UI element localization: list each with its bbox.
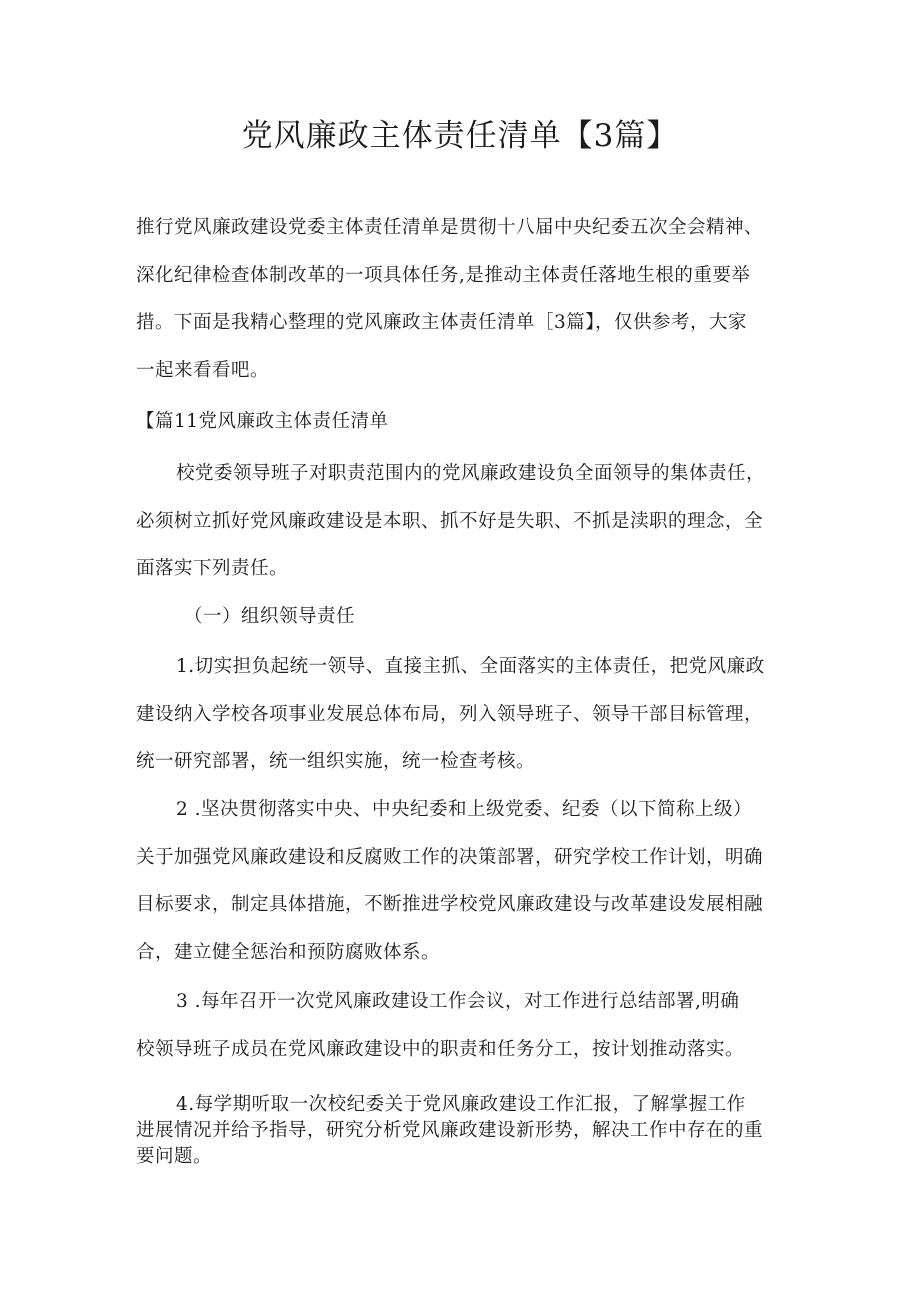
item-2-line: 合，建立健全惩治和预防腐败体系。 (136, 941, 441, 963)
section-line: 面落实下列责任。 (136, 558, 289, 579)
intro-line: 一起来看看吧。 (136, 359, 270, 381)
item-2-line: 目标要求，制定具体措施，不断推进学校党风廉政建设与改革建设发展相融 (136, 894, 764, 915)
item-3 (136, 978, 796, 1073)
sub-heading (136, 593, 796, 641)
item-4-line: 要问题。 (136, 1146, 213, 1167)
intro-paragraph (136, 204, 796, 394)
section-line: 必须树立抓好党风廉政建设是本职、抓不好是失职、不抓是渎职的理念，全 (136, 510, 764, 532)
item-1-line: 建设纳入学校各项事业发展总体布局，列入领导班子、领导干部目标管理， (136, 703, 764, 725)
intro-line: 深化纪律检查体制改革的一项具体任务,是推动主体责任落地生根的重要举 (136, 264, 751, 286)
section-line: 校党委领导班子对职责范围内的党风廉政建设负全面领导的集体责任， (176, 463, 766, 484)
item-2-line: 2 .坚决贯彻落实中央、中央纪委和上级党委、纪委（以下简称上级） (176, 799, 753, 820)
section-heading-text: 【篇11党风廉政主体责任清单 (136, 411, 389, 432)
section-heading (136, 398, 796, 446)
item-1 (136, 643, 796, 786)
item-3-line: 3 .每年召开一次党风廉政建设工作会议，对工作进行总结部署,明确 (176, 991, 740, 1012)
item-4-line: 4.每学期听取一次校纪委关于党风廉政建设工作汇报，了解掌握工作 (176, 1094, 746, 1115)
document-title: 党风廉政主体责任清单【3篇】 (241, 118, 679, 154)
intro-line: 措。下面是我精心整理的党风廉政主体责任清单［3篇】，仅供参考，大家 (136, 312, 748, 333)
item-4 (136, 1092, 796, 1170)
section-paragraph (136, 450, 796, 593)
item-1-line: 统一研究部署，统一组织实施，统一检查考核。 (136, 751, 536, 772)
sub-heading-text: （一）组织领导责任 (184, 606, 356, 627)
intro-line: 推行党风廉政建设党委主体责任清单是贯彻十八届中央纪委五次全会精神、 (136, 217, 764, 238)
item-4-line: 进展情况并给予指导，研究分析党风廉政建设新形势，解决工作中存在的重 (136, 1120, 764, 1141)
item-1-line: 1.切实担负起统一领导、直接主抓、全面落实的主体责任，把党风廉政 (176, 656, 765, 677)
item-2-line: 关于加强党风廉政建设和反腐败工作的决策部署，研究学校工作计划，明确 (136, 846, 764, 868)
item-2 (136, 786, 796, 976)
item-3-line: 校领导班子成员在党风廉政建设中的职责和任务分工，按计划推动落实。 (136, 1038, 745, 1060)
